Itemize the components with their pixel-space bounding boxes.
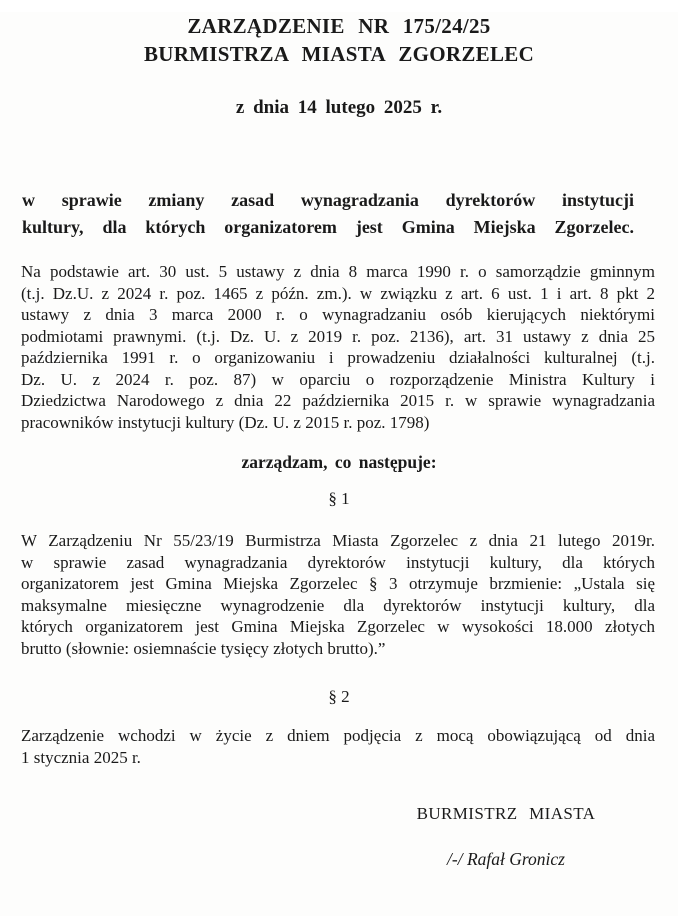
date-line: z dnia 14 lutego 2025 r. [235,97,443,118]
text-line: W Zarządzeniu Nr 55/23/19 Burmistrza Miasta Zgorzelec z dnia 21 lutego 2019r. [21,531,655,550]
text-line: Dziedzictwa Narodowego z dnia 22 października 2015 r. w sprawie wynagradzania [21,391,655,410]
text-line: października 1991 r. o organizowaniu i prowadzeniu działalności kulturalnej (t.j. [21,348,655,367]
ordinance-number: ZARZĄDZENIE NR 175/24/25 [187,14,491,38]
text-line: pracowników instytucji kultury (Dz. U. z 2015 r. poz. 1798) [21,412,430,432]
text-line: w sprawie zmiany zasad wynagradzania dyrektorów instytucji [22,190,634,210]
section-2-paragraph [21,725,655,768]
document-title [20,12,658,68]
signature-name: /-/ Rafał Gronicz [447,849,565,869]
legal-basis-paragraph [21,261,655,433]
text-line: Na podstawie art. 30 ust. 5 ustawy z dnia 8 marca 1990 r. o samorządzie gminnym [21,262,655,281]
issuer-name: BURMISTRZA MIASTA ZGORZELEC [143,42,535,66]
text-line: Dz. U. z 2024 r. poz. 87) w oparciu o rozporządzenie Ministra Kultury i [21,369,655,389]
subject-paragraph [22,187,634,241]
section-1-paragraph [21,530,655,659]
text-line: w sprawie zasad wynagradzania dyrektorów instytucji kultury, dla których [21,552,655,572]
text-line: brutto (słownie: osiemnaście tysięcy złotych brutto).” [21,638,386,658]
order-clause: zarządzam, co następuje: [241,452,437,472]
text-line: Zarządzenie wchodzi w życie z dniem podjęcia z mocą obowiązującą od dnia [21,726,655,745]
document-page [0,12,678,916]
text-line: (t.j. Dz.U. z 2024 r. poz. 1465 z późn. zm.). w związku z art. 6 ust. 1 i art. 8 pkt 2 [21,283,655,303]
section-1-heading: § 1 [328,489,350,508]
text-line: organizatorem jest Gmina Miejska Zgorzelec § 3 otrzymuje brzmienie: „Ustala się [21,574,655,593]
text-line: których organizatorem jest Gmina Miejska Zgorzelec w wysokości 18.000 złotych [21,617,655,636]
text-line: podmiotami prawnymi. (t.j. Dz. U. z 2019 r. poz. 2136), art. 31 ustawy z dnia 25 [21,326,655,346]
section-2-heading: § 2 [328,687,350,706]
text-line: kultury, dla których organizatorem jest Gmina Miejska Zgorzelec. [22,217,634,237]
text-line: maksymalne miesięczne wynagrodzenie dla dyrektorów instytucji kultury, dla [21,595,655,615]
signature-block [347,804,665,870]
text-line: 1 stycznia 2025 r. [21,747,141,767]
text-line: ustawy z dnia 3 marca 2000 r. o wynagradzaniu osób kierujących niektórymi [21,305,655,324]
signature-title: BURMISTRZ MIASTA [416,804,596,823]
